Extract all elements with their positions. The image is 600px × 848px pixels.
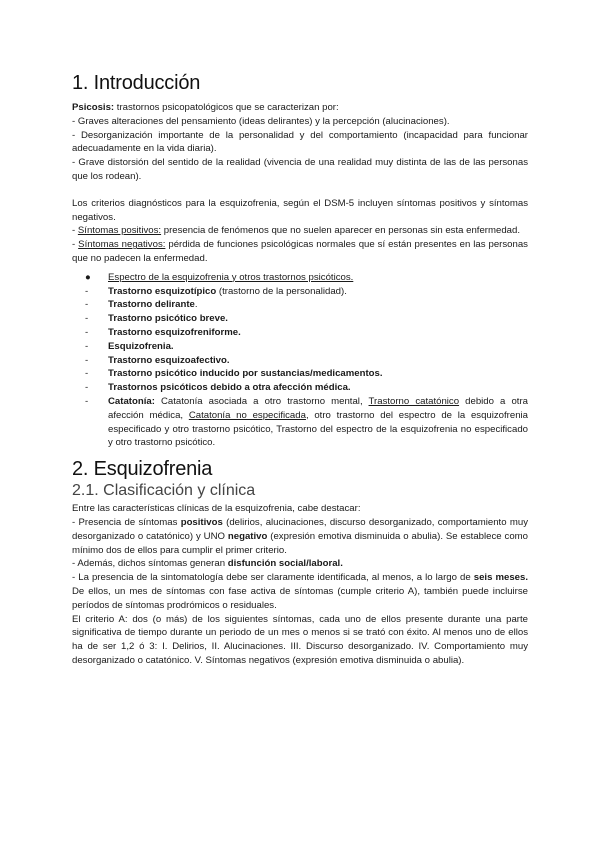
catatonia-text: Catatonía asociada a otro trastorno mental,	[154, 395, 369, 407]
section-2-heading: 2. Esquizofrenia	[72, 458, 213, 481]
catatonia-text: , otro trastorno del espectro de la esquizofrenia especificado y otro trastorno psicótico, Trastorno del espectro de la esquizofrenia no especificado y otro trastorno psicótico.	[108, 409, 529, 449]
psicosis-line-3: - Grave distorsión del sentido de la realidad (vivencia de una realidad muy distinta de las de las personas que los rodean).	[72, 157, 528, 182]
catatonia-underlined: Trastorno catatónico	[368, 395, 460, 407]
text: - Presencia de síntomas	[72, 516, 181, 528]
spectrum-heading-item	[72, 271, 528, 285]
dash-marker: -	[85, 368, 89, 380]
disorder-name: Trastorno esquizoafectivo.	[108, 354, 230, 366]
bold-term: seis meses.	[473, 572, 528, 584]
catatonia-term: Catatonía:	[108, 395, 155, 407]
catatonia-underlined: Catatonía no especificada	[188, 409, 306, 421]
clinical-paragraph-3	[72, 571, 528, 612]
criteria-intro: Los criterios diagnósticos para la esquizofrenia, según el DSM-5 incluyen síntomas positivos y síntomas negativos.	[72, 197, 528, 223]
text: (delirios, alucinaciones, discurso desorganizado, comportamiento muy desorganizado o catatónico) y UNO	[72, 516, 528, 542]
negative-symptoms-def: pérdida de funciones psicológicas normales que sí están presentes en las personas que no padecen la enfermedad.	[72, 239, 528, 264]
disorder-name: Trastorno psicótico inducido por sustancias/medicamentos.	[108, 368, 383, 380]
disorder-name: Trastorno esquizofreniforme.	[108, 326, 241, 338]
text: De ellos, un mes de síntomas con fase activa de síntomas (cumple criterio A), también puede incluirse períodos de síntomas prodrómicos o residuales.	[72, 585, 528, 611]
dash-marker: -	[85, 299, 89, 311]
list-item	[72, 326, 528, 340]
dash-marker: -	[85, 285, 89, 297]
clinical-paragraph-2	[72, 557, 528, 571]
psicosis-line-1: - Graves alteraciones del pensamiento (ideas delirantes) y la percepción (alucinaciones).	[72, 115, 450, 127]
spectrum-list	[72, 271, 528, 450]
dash-marker: -	[85, 395, 89, 407]
bold-term: disfunción social/laboral.	[227, 558, 343, 570]
spectrum-heading: Espectro de la esquizofrenia y otros trastornos psicóticos.	[108, 271, 354, 283]
disorder-name: Trastorno psicótico breve.	[108, 313, 228, 325]
negative-symptoms-line	[72, 238, 528, 266]
bold-term: negativo	[227, 530, 268, 542]
list-item	[72, 354, 528, 368]
disorder-name: Trastornos psicóticos debido a otra afección médica.	[108, 382, 351, 394]
bullet-icon: ●	[85, 271, 91, 283]
positive-symptoms-def: presencia de fenómenos que no suelen aparecer en personas sin esta enfermedad.	[161, 225, 520, 237]
disorder-name: Trastorno esquizotípico	[108, 285, 217, 297]
disorder-name: Trastorno delirante	[108, 299, 195, 311]
list-item	[72, 285, 528, 299]
text: - La presencia de la sintomatología debe ser claramente identificada, al menos, a lo largo de	[72, 572, 474, 584]
clinical-paragraph-1	[72, 516, 528, 557]
disorder-note: (trastorno de la personalidad).	[216, 285, 347, 297]
dash-prefix: -	[72, 239, 79, 251]
negative-symptoms-term: Síntomas negativos:	[78, 239, 166, 251]
positive-symptoms-line	[72, 224, 528, 238]
bold-term: positivos	[180, 516, 223, 528]
list-item	[72, 298, 528, 312]
disorder-note: .	[194, 299, 198, 311]
disorder-name: Esquizofrenia.	[108, 340, 174, 352]
catatonia-text: debido a otra afección médica,	[108, 395, 528, 421]
text: - Además, dichos síntomas generan	[72, 558, 228, 570]
list-item	[72, 312, 528, 326]
list-item	[72, 340, 528, 354]
psicosis-line-2: - Desorganización importante de la personalidad y del comportamiento (incapacidad para funcionar adecuadamente en la vida diaria).	[72, 129, 528, 155]
section-1-heading: 1. Introducción	[72, 72, 201, 94]
text: (expresión emotiva disminuida o abulia). Se establece como mínimo dos de ellos para cumplir el primer criterio.	[72, 530, 528, 556]
psicosis-term: Psicosis:	[72, 102, 115, 113]
psicosis-def-text: trastornos psicopatológicos que se caracterizan por:	[114, 102, 339, 113]
dash-marker: -	[85, 382, 89, 394]
clinical-intro: Entre las características clínicas de la esquizofrenia, cabe destacar:	[72, 503, 361, 515]
list-item	[72, 367, 528, 381]
catatonia-item	[72, 395, 528, 450]
dash-prefix: -	[72, 225, 78, 237]
positive-symptoms-term: Síntomas positivos:	[77, 225, 162, 237]
dash-marker: -	[85, 313, 89, 325]
dash-marker: -	[85, 354, 89, 366]
psicosis-definition	[72, 101, 528, 115]
subsection-heading: 2.1. Clasificación y clínica	[72, 482, 256, 500]
list-item	[72, 381, 528, 395]
dash-marker: -	[85, 340, 89, 352]
dash-marker: -	[85, 326, 89, 338]
criterion-a-paragraph: El criterio A: dos (o más) de los siguientes síntomas, cada uno de ellos presente durante una parte significativa de tiempo durante un periodo de un mes o menos si se trató con éxito. Al menos uno de ellos ha de ser 1,2 ó 3: I. Delirios, II. Alucinaciones. III. Discurso desorganizado. IV. Comportamiento muy desorganizado o catatónico. V. Síntomas negativos (expresión emotiva disminuida o abulia).	[72, 613, 528, 666]
